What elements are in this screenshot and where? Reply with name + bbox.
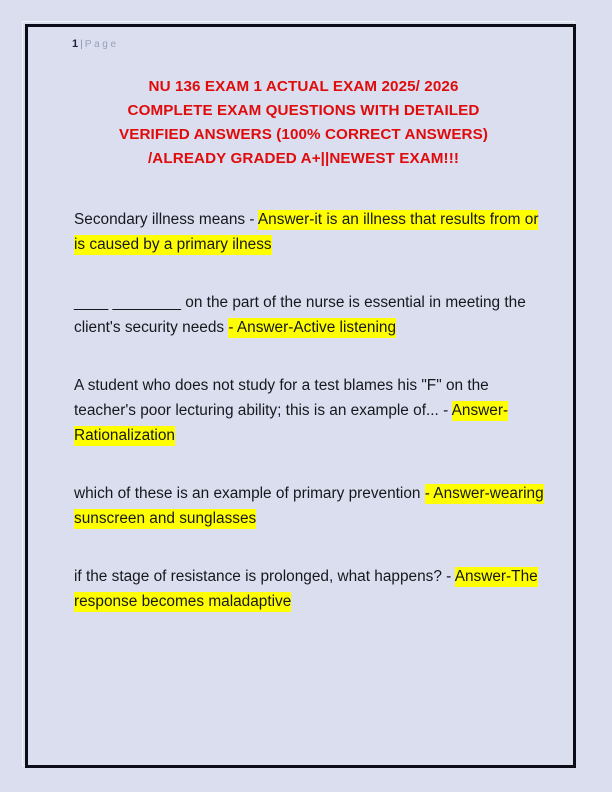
page-header [72, 38, 119, 50]
answer-highlight: Answer-it is an illness that results from or is caused by a primary ilness [74, 211, 539, 253]
answer-highlight: - Answer-wearing sunscreen and sunglasses [74, 485, 544, 527]
answer-highlight: Answer-Rationalization [74, 402, 509, 444]
document-title [52, 75, 555, 171]
qa-item [74, 207, 544, 257]
qa-item [74, 290, 544, 340]
question-text: if the stage of resistance is prolonged, what happens? - [74, 568, 455, 585]
qa-item [74, 481, 544, 531]
answer-highlight: Answer-The response becomes maladaptive [74, 568, 538, 610]
title-line-2: COMPLETE EXAM QUESTIONS WITH DETAILED [127, 102, 480, 119]
question-text: Secondary illness means - [74, 211, 258, 228]
qa-item [74, 564, 544, 614]
page-header-label: Page [84, 39, 119, 50]
page-content [28, 27, 579, 771]
page-number: 1 [72, 38, 79, 50]
title-line-4: /ALREADY GRADED A+||NEWEST EXAM!!! [147, 150, 460, 167]
title-line-3: VERIFIED ANSWERS (100% CORRECT ANSWERS) [119, 126, 488, 143]
question-text: which of these is an example of primary prevention [74, 485, 425, 502]
question-text: ____ ________ on the part of the nurse is essential in meeting the client's security needs [74, 294, 526, 336]
page-header-separator: | [80, 38, 83, 50]
qa-item [74, 373, 544, 448]
title-line-1: NU 136 EXAM 1 ACTUAL EXAM 2025/ 2026 [148, 78, 459, 95]
question-text: A student who does not study for a test blames his "F" on the teacher's poor lecturing ability; this is an example of... - [74, 377, 489, 419]
qa-list [74, 207, 544, 614]
page-border-inner [25, 24, 576, 768]
answer-highlight: - Answer-Active listening [228, 319, 397, 336]
